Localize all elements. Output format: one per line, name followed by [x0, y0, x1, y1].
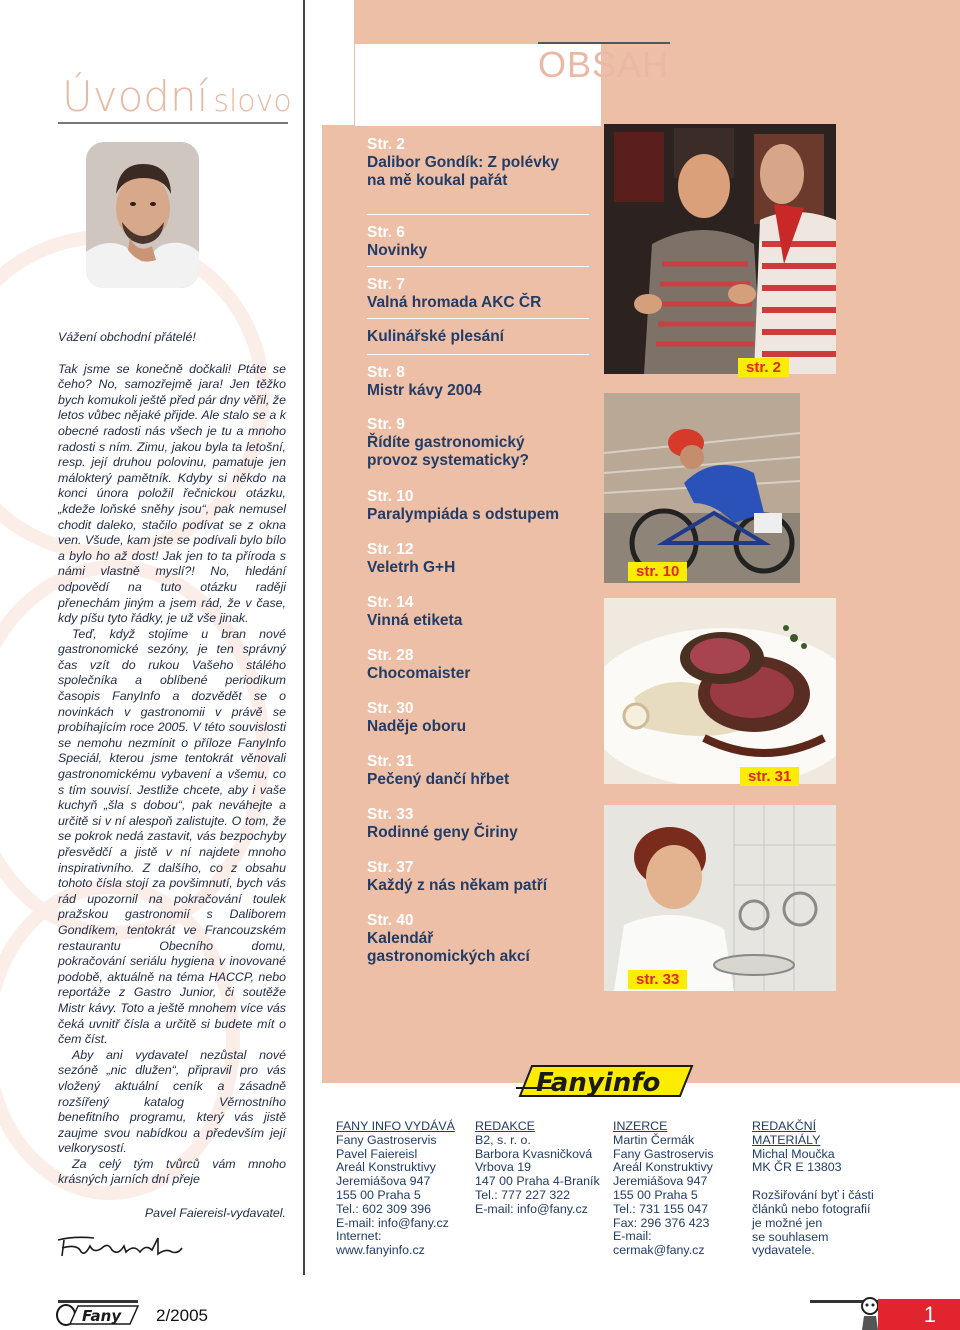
imprint-line: Areál Konstruktivy: [336, 1160, 436, 1175]
photo-page-label: str. 2: [738, 358, 789, 377]
editorial-title-sub: slovo: [213, 84, 292, 119]
imprint-line: Martin Čermák: [613, 1132, 695, 1147]
imprint-heading: MATERIÁLY: [752, 1132, 821, 1147]
toc-entry-title: Rodinné geny Čiriny: [367, 824, 518, 841]
imprint-note: vydavatele.: [752, 1243, 815, 1258]
toc-entry[interactable]: [367, 364, 592, 400]
toc-entry[interactable]: [367, 224, 592, 260]
photo-page-label: str. 33: [628, 970, 687, 989]
toc-entry-title: Novinky: [367, 242, 428, 259]
toc-entry-title: Pečený dančí hřbet: [367, 771, 510, 788]
toc-entry-page: Str. 6: [367, 224, 405, 241]
letter-paragraph: Za celý tým tvůrců vám mnoho krásných jarních dní přeje: [58, 1156, 286, 1187]
contents-panel-corner: [322, 0, 354, 125]
imprint-line: Barbora Kvasničková: [475, 1146, 593, 1161]
toc-entry[interactable]: [367, 806, 592, 842]
issue-number: 2/2005: [156, 1306, 208, 1325]
editorial-title-main: Úvodní: [62, 72, 209, 121]
toc-entry[interactable]: [367, 912, 592, 966]
imprint-line: Fany Gastroservis: [613, 1146, 714, 1161]
toc-entry-page: Str. 28: [367, 647, 414, 664]
toc-entry-title: Každý z nás někam patří: [367, 877, 548, 894]
imprint-line: Vrbova 19: [475, 1160, 532, 1175]
imprint-email[interactable]: E-mail: info@fany.cz: [336, 1215, 449, 1230]
toc-entry-title: Vinná etiketa: [367, 612, 463, 629]
toc-entry[interactable]: [367, 753, 592, 789]
toc-separator: [367, 354, 589, 355]
toc-entry-title: Paralympiáda s odstupem: [367, 506, 560, 523]
toc-entry-title: Naděje oboru: [367, 718, 467, 735]
toc-separator: [367, 318, 589, 319]
toc-entry-title: Kalendář gastronomických akcí: [367, 930, 530, 965]
imprint-line: Pavel Faiereisl: [336, 1146, 418, 1161]
imprint-line: 155 00 Praha 5: [613, 1187, 698, 1202]
imprint-heading: INZERCE: [613, 1119, 668, 1133]
toc-entry-title: Dalibor Gondík: Z polévky na mě koukal pařát: [367, 154, 560, 189]
imprint-heading: REDAKČNÍ: [752, 1119, 817, 1133]
toc-entry-page: Str. 12: [367, 541, 414, 558]
imprint-heading: REDAKCE: [475, 1119, 535, 1133]
toc-entry[interactable]: [367, 647, 592, 683]
letter-paragraph: Teď, když stojíme u bran nové gastronomické sezóny, je ten správný čas vzít do rukou Vašeho stálého společníka a oblíbené periodikum časopis FanyInfo a dozvědět se o novinkách v gastronomii v právě se probíhajícím roce 2005. V této souvislosti se nemohu nezmínit o příloze FanyInfo Speciál, kterou jsme tentokrát věnovali gastronomickému vybavení a všemu, co s tím souvisí. Jestliže chcete, aby i vaše kuchyň „šla s dobou“, pak neváhejte a určitě si v ní alespoň zalistujte. O tom, že se pokrok nedá zastavit, vás bezpochyby přesvědčí a jistě v ní najdete mnoho inspirativního. Z dalšího, co z obsahu tohoto čísla stojí za povšimnutí, bych vás rád upozornil na pokračování toulek pražskou gastronomií s Daliborem Gondíkem, tentokrát ve Francouzském restaurantu Obecního domu, pokračování seriálu hygiena v inovované podobě, aktuálně na téma HACCP, nebo reportáže z Gastro Junior, či soutěže Mistr kávy. Toto a ještě mnohem více vás čeká uvnitř čísla a určitě si budete mít o čem číst.: [58, 626, 286, 1047]
toc-entry-title: Valná hromada AKC ČR: [367, 294, 542, 311]
imprint-note: se souhlasem: [752, 1229, 829, 1244]
photo-page-label: str. 10: [628, 562, 687, 581]
imprint-note: článků nebo fotografií: [752, 1201, 871, 1216]
imprint-line: Internet:: [336, 1229, 382, 1244]
photo-food: [604, 598, 836, 784]
handwritten-signature: [54, 1232, 184, 1267]
editorial-letter: [58, 330, 286, 1222]
imprint-line: 147 00 Praha 4-Braník: [475, 1174, 600, 1189]
toc-entry-page: Str. 37: [367, 859, 414, 876]
footer-logo: [56, 1302, 142, 1330]
photo-cyclist: [604, 393, 800, 583]
toc-entry-page: Str. 31: [367, 753, 414, 770]
toc-entry-page: Str. 8: [367, 364, 405, 381]
contents-title: OBSAH: [538, 44, 670, 85]
imprint-website[interactable]: www.fanyinfo.cz: [336, 1243, 425, 1258]
toc-entry-title: Chocomaister: [367, 665, 471, 682]
imprint-email[interactable]: E-mail: info@fany.cz: [475, 1201, 588, 1216]
imprint-heading: FANY INFO VYDÁVÁ: [336, 1119, 455, 1133]
toc-entry-page: Str. 7: [367, 276, 405, 293]
toc-entry[interactable]: [367, 328, 592, 346]
page-number: 1: [878, 1299, 960, 1330]
toc-entry[interactable]: [367, 594, 592, 630]
toc-entry-title: Kulinářské plesání: [367, 328, 504, 345]
letter-paragraph: Tak jsme se konečně dočkali! Ptáte se čeho? No, samozřejmě jara! Jen těžko bych komukoli ještě před pár dny věřil, že letos vůbec nějaké přijde. Ale stalo se a k obecné radosti nás všech je tu a mnoho radosti s ním. Zimu, jakou byla ta letošní, resp. její druhou polovinu, pamatuje jen málokterý pamětník. Kdyby si někdo na konci února položil řečnickou otázku, „kdeže loňské sněhy jsou“, pak nemusel chodit daleko, stačilo podívat se z okna ven. Všude, kam jste se podívali bylo bílo a bylo ho až dost! Jak jen to ta příroda s námi vlastně myslí?! No, hledání odpovědí na tuto otázku raději přenechám jiným a jsem rád, že v čase, kdy píšu tyto řádky, je už vše jinak.: [58, 361, 286, 626]
toc-entry[interactable]: [367, 700, 592, 736]
toc-entry-page: Str. 14: [367, 594, 414, 611]
imprint-line: Tel.: 731 155 047: [613, 1201, 709, 1216]
imprint-editorial-office: [475, 1120, 600, 1217]
imprint-line: MK ČR E 13803: [752, 1160, 842, 1175]
imprint-note: je možné jen: [752, 1215, 823, 1230]
letter-greeting: Vážení obchodní přátelé!: [58, 330, 196, 344]
imprint-publisher: [336, 1120, 455, 1258]
imprint-line: Tel.: 602 309 396: [336, 1201, 432, 1216]
photo-actors: [604, 124, 836, 374]
photo-page-label: str. 31: [740, 767, 799, 786]
toc-separator: [367, 266, 589, 267]
letter-signoff: Pavel Faiereisl-vydavatel.: [144, 1206, 286, 1221]
column-divider: [303, 0, 305, 1275]
toc-entry-page: Str. 2: [367, 136, 405, 153]
toc-entry-page: Str. 9: [367, 416, 405, 433]
toc-entry[interactable]: [367, 136, 592, 190]
imprint-line: Fax: 296 376 423: [613, 1215, 710, 1230]
toc-entry[interactable]: [367, 276, 592, 312]
imprint-line: E-mail:: [613, 1229, 652, 1244]
imprint-line: 155 00 Praha 5: [336, 1187, 421, 1202]
title-divider: [58, 122, 288, 124]
imprint-line: Jeremiášova 947: [613, 1174, 708, 1189]
publisher-portrait: [86, 142, 199, 288]
footer-logo-text: Fany: [82, 1307, 122, 1325]
toc-entry-title: Řídíte gastronomický provoz systematicky?: [367, 434, 529, 469]
imprint-line: Jeremiášova 947: [336, 1174, 431, 1189]
toc-entry-page: Str. 10: [367, 488, 414, 505]
imprint-note: Rozšiřování byť i části: [752, 1188, 874, 1203]
imprint-line: Michal Moučka: [752, 1146, 835, 1161]
letter-paragraph: Aby ani vydavatel nezůstal nové sezóně „nic dlužen“, připravil pro vás vložený aktuální ceník a zásadně rozšířený katalog Věrnostního benefitního programu, který vás jistě zaujme svou nabídkou a především její velkorysostí.: [58, 1047, 286, 1156]
toc-entry-page: Str. 33: [367, 806, 414, 823]
toc-entry[interactable]: [367, 416, 592, 470]
imprint-materials: [752, 1120, 874, 1258]
toc-entry-page: Str. 30: [367, 700, 414, 717]
toc-entry-title: Veletrh G+H: [367, 559, 456, 576]
imprint-advertising: [613, 1120, 714, 1258]
toc-entry-title: Mistr kávy 2004: [367, 382, 482, 399]
fanyinfo-logo: [512, 1058, 698, 1109]
imprint-spacer: [752, 1175, 874, 1189]
editorial-title: [62, 72, 292, 121]
toc-entry[interactable]: [367, 488, 592, 524]
logo-wordmark: Fanyinfo: [536, 1068, 661, 1098]
imprint-email[interactable]: cermak@fany.cz: [613, 1243, 705, 1258]
imprint-line: B2, s. r. o.: [475, 1132, 531, 1147]
toc-entry[interactable]: [367, 859, 592, 895]
imprint-line: Areál Konstruktivy: [613, 1160, 713, 1175]
photo-chef: [604, 805, 836, 991]
toc-entry[interactable]: [367, 541, 592, 577]
imprint-line: Tel.: 777 227 322: [475, 1187, 571, 1202]
toc-separator: [367, 214, 589, 215]
toc-entry-page: Str. 40: [367, 912, 414, 929]
imprint-line: Fany Gastroservis: [336, 1132, 437, 1147]
